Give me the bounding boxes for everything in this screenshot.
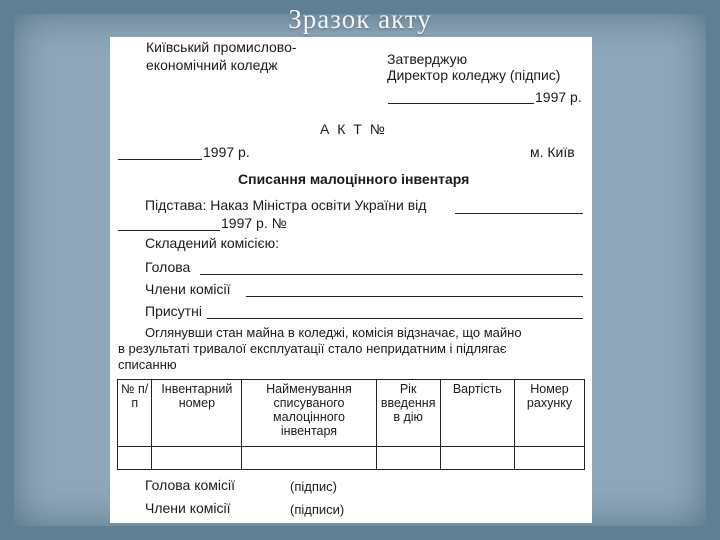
body-text-line1: Оглянувши стан майна в коледжі, комісія відзначає, що майно bbox=[145, 325, 522, 340]
org-name-line1: Київський промислово- bbox=[146, 39, 297, 55]
basis-text: Підстава: Наказ Міністра освіти України від bbox=[145, 197, 427, 213]
present-label: Присутні bbox=[145, 303, 202, 319]
city: м. Київ bbox=[530, 144, 575, 160]
approve-by: Директор коледжу (підпис) bbox=[387, 67, 561, 83]
header-cell: Найменування списуваного малоцінного інвентаря bbox=[242, 380, 376, 447]
header-cell: Інвентарний номер bbox=[152, 380, 242, 447]
act-subject: Списання малоцінного інвентаря bbox=[238, 171, 470, 187]
sign-members-note: (підписи) bbox=[290, 502, 345, 517]
basis-year: 1997 р. № bbox=[221, 215, 287, 231]
body-text-line2: в результаті тривалої експлуатації стало непридатним і підлягає bbox=[118, 341, 507, 356]
date-year: 1997 р. bbox=[203, 144, 250, 160]
header-cell: № п/п bbox=[118, 380, 152, 447]
head-line bbox=[200, 274, 583, 275]
table-row bbox=[118, 447, 585, 470]
act-title: А К Т № bbox=[320, 121, 387, 137]
body-text-line3: списанню bbox=[118, 357, 177, 372]
present-line bbox=[207, 318, 583, 319]
basis-date-line bbox=[455, 213, 583, 214]
header-cell: Номер рахунку bbox=[515, 380, 585, 447]
head-label: Голова bbox=[145, 259, 191, 275]
table-header-row bbox=[118, 380, 585, 447]
approve-date-line bbox=[388, 103, 534, 104]
members-line bbox=[246, 296, 583, 297]
header-cell: Рік введення в дію bbox=[376, 380, 440, 447]
members-label: Члени комісії bbox=[145, 281, 231, 297]
header-cell: Вартість bbox=[440, 380, 514, 447]
document-scan bbox=[110, 37, 592, 523]
sign-members-label: Члени комісії bbox=[145, 500, 231, 516]
committee-label: Складений комісією: bbox=[145, 235, 280, 251]
sign-head-note: (підпис) bbox=[290, 479, 337, 494]
approve-label: Затверджую bbox=[387, 51, 468, 67]
date-line bbox=[118, 159, 202, 160]
sign-head-label: Голова комісії bbox=[145, 477, 235, 493]
slide-title: Зразок акту bbox=[288, 4, 432, 34]
org-name-line2: економічний коледж bbox=[146, 57, 278, 73]
basis-number-line bbox=[118, 230, 220, 231]
inventory-table bbox=[117, 379, 585, 470]
approve-year: 1997 р. bbox=[535, 89, 582, 105]
